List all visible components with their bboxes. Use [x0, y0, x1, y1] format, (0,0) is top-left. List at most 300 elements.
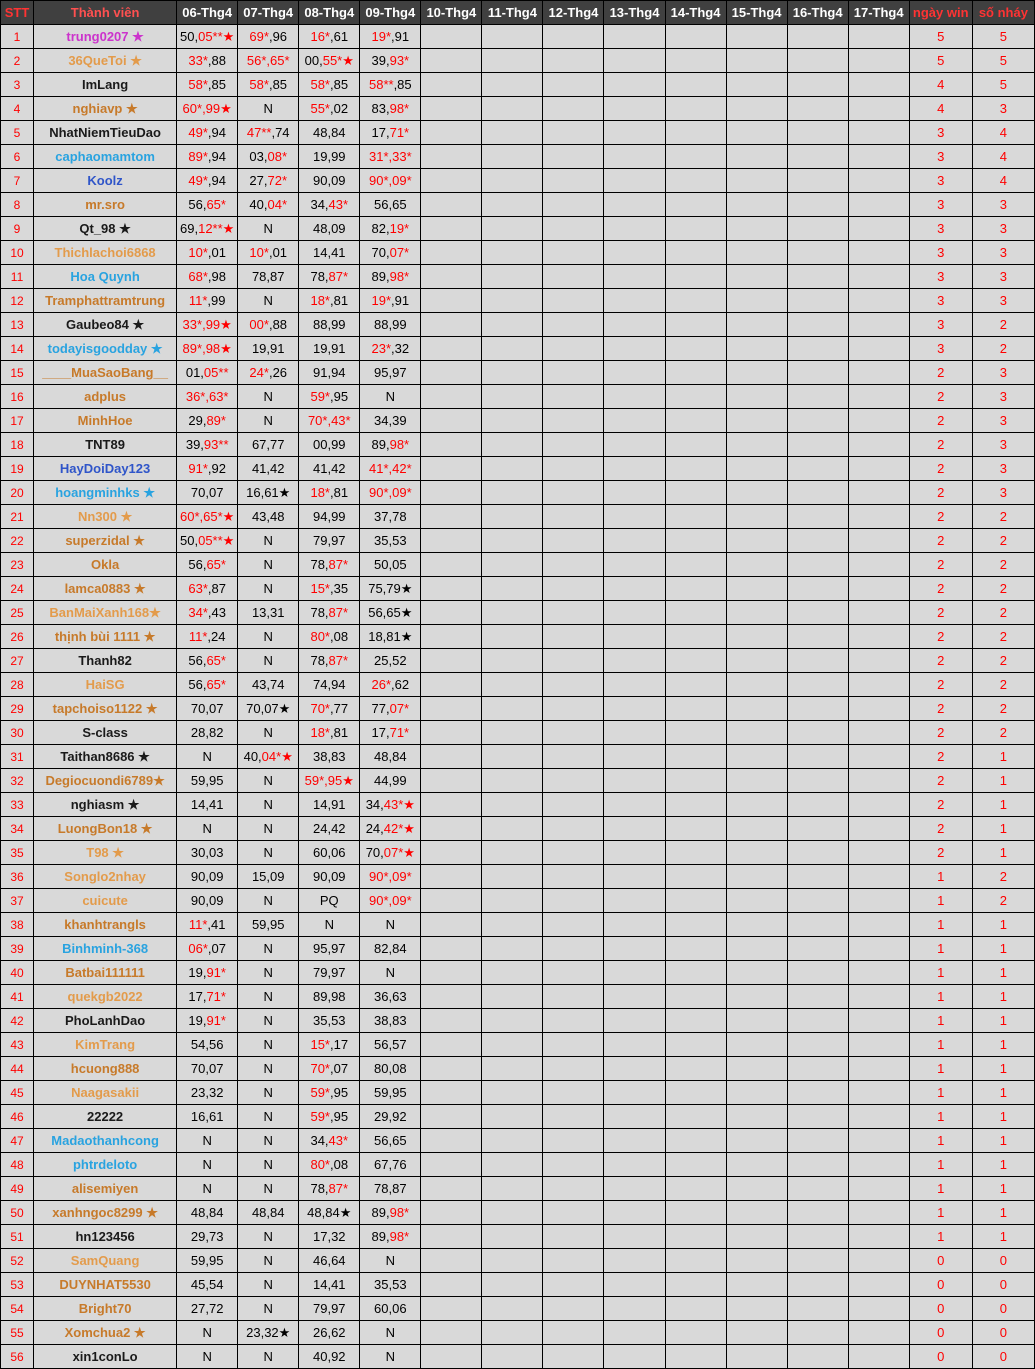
flash-count: 1 [972, 1105, 1034, 1129]
empty-day-cell [482, 505, 543, 529]
day-value-cell [360, 697, 421, 721]
empty-day-cell [421, 985, 482, 1009]
value-part: 89* [206, 413, 226, 428]
header-day: 15-Thg4 [726, 1, 787, 25]
day-value-cell [299, 841, 360, 865]
header-day: 16-Thg4 [787, 1, 848, 25]
empty-day-cell [604, 193, 665, 217]
table-row [1, 553, 1035, 577]
empty-day-cell [726, 673, 787, 697]
flash-count: 2 [972, 337, 1034, 361]
empty-day-cell [787, 505, 848, 529]
empty-day-cell [848, 1057, 909, 1081]
empty-day-cell [726, 289, 787, 313]
day-value-cell [360, 1201, 421, 1225]
value-part: 19, [188, 965, 207, 980]
empty-day-cell [665, 865, 726, 889]
value-part: 59,95 [190, 1253, 224, 1268]
empty-day-cell [421, 289, 482, 313]
empty-day-cell [421, 769, 482, 793]
table-row [1, 505, 1035, 529]
value-part: 49* [188, 125, 208, 140]
value-part: 34, [310, 197, 329, 212]
empty-day-cell [482, 913, 543, 937]
empty-day-cell [421, 481, 482, 505]
day-value-cell [177, 241, 238, 265]
flash-count: 1 [972, 1201, 1034, 1225]
value-part: 93** [203, 437, 229, 452]
empty-day-cell [787, 889, 848, 913]
empty-day-cell [604, 457, 665, 481]
win-days-count: 0 [909, 1345, 972, 1369]
empty-day-cell [604, 865, 665, 889]
empty-day-cell [787, 289, 848, 313]
value-part: ,07 [207, 941, 226, 956]
empty-day-cell [482, 25, 543, 49]
day-value-cell [299, 865, 360, 889]
day-value-cell [177, 1201, 238, 1225]
flash-count: 2 [972, 649, 1034, 673]
empty-day-cell [482, 217, 543, 241]
empty-day-cell [848, 817, 909, 841]
empty-day-cell [787, 1273, 848, 1297]
empty-day-cell [482, 1201, 543, 1225]
value-part: 56, [188, 677, 207, 692]
day-value-cell [360, 241, 421, 265]
flash-count: 5 [972, 25, 1034, 49]
empty-day-cell [848, 769, 909, 793]
value-part: 98* [389, 437, 410, 452]
empty-day-cell [482, 529, 543, 553]
empty-day-cell [665, 1033, 726, 1057]
empty-day-cell [421, 121, 482, 145]
value-part: 69, [180, 220, 199, 236]
value-part: 60,06 [374, 1301, 407, 1316]
value-part: ,35 [330, 581, 349, 596]
value-part: 65* [206, 197, 226, 212]
day-value-cell [238, 1321, 299, 1345]
empty-day-cell [787, 721, 848, 745]
empty-day-cell [665, 1273, 726, 1297]
empty-day-cell [787, 745, 848, 769]
empty-day-cell [604, 985, 665, 1009]
day-value-cell [238, 553, 299, 577]
day-value-cell [360, 985, 421, 1009]
value-part: 19, [188, 1013, 207, 1028]
empty-day-cell [726, 913, 787, 937]
value-part: 70,07 [190, 1061, 224, 1076]
empty-day-cell [665, 73, 726, 97]
empty-day-cell [848, 697, 909, 721]
empty-day-cell [665, 457, 726, 481]
empty-day-cell [665, 985, 726, 1009]
value-part: 18* [310, 485, 330, 500]
value-part: N [385, 1325, 396, 1340]
value-part: 89,98 [313, 989, 346, 1004]
day-value-cell [238, 1249, 299, 1273]
win-days-count: 1 [909, 1225, 972, 1249]
empty-day-cell [482, 1033, 543, 1057]
empty-day-cell [848, 553, 909, 577]
empty-day-cell [726, 793, 787, 817]
empty-day-cell [604, 217, 665, 241]
empty-day-cell [726, 601, 787, 625]
win-days-count: 1 [909, 865, 972, 889]
value-part: N [263, 1037, 273, 1052]
empty-day-cell [726, 865, 787, 889]
value-part: 54,56 [190, 1037, 224, 1052]
day-value-cell [360, 25, 421, 49]
empty-day-cell [848, 409, 909, 433]
empty-day-cell [665, 793, 726, 817]
win-days-count: 1 [909, 1033, 972, 1057]
empty-day-cell [848, 25, 909, 49]
empty-day-cell [726, 769, 787, 793]
empty-day-cell [665, 1081, 726, 1105]
value-part: 19,99 [313, 149, 346, 164]
value-part: 75,79★ [368, 580, 413, 596]
empty-day-cell [787, 529, 848, 553]
empty-day-cell [543, 649, 604, 673]
day-value-cell [177, 937, 238, 961]
member-name: ____MuaSaoBang__ [34, 361, 177, 385]
value-part: 90,09 [190, 869, 224, 884]
day-value-cell [299, 745, 360, 769]
empty-day-cell [543, 289, 604, 313]
value-part: 89, [371, 269, 390, 284]
row-number: 38 [1, 913, 34, 937]
value-part: 11* [188, 917, 208, 932]
table-row [1, 793, 1035, 817]
value-part: 19* [389, 221, 410, 236]
value-part: 56,57 [374, 1037, 407, 1052]
empty-day-cell [604, 337, 665, 361]
empty-day-cell [665, 25, 726, 49]
empty-day-cell [665, 193, 726, 217]
day-value-cell [177, 25, 238, 49]
flash-count: 3 [972, 361, 1034, 385]
empty-day-cell [543, 193, 604, 217]
empty-day-cell [665, 817, 726, 841]
flash-count: 2 [972, 889, 1034, 913]
row-number: 2 [1, 49, 34, 73]
day-value-cell [360, 505, 421, 529]
empty-day-cell [421, 217, 482, 241]
empty-day-cell [848, 505, 909, 529]
empty-day-cell [787, 121, 848, 145]
empty-day-cell [726, 553, 787, 577]
day-value-cell [238, 601, 299, 625]
day-value-cell [360, 865, 421, 889]
empty-day-cell [604, 841, 665, 865]
empty-day-cell [543, 97, 604, 121]
empty-day-cell [543, 865, 604, 889]
table-row [1, 961, 1035, 985]
win-days-count: 5 [909, 25, 972, 49]
day-value-cell [360, 337, 421, 361]
table-row [1, 865, 1035, 889]
member-name: mr.sro [34, 193, 177, 217]
empty-day-cell [604, 625, 665, 649]
day-value-cell [238, 265, 299, 289]
empty-day-cell [604, 889, 665, 913]
empty-day-cell [482, 457, 543, 481]
member-name: Tramphattramtrung [34, 289, 177, 313]
value-part: 70, [371, 245, 390, 260]
row-number: 6 [1, 145, 34, 169]
empty-day-cell [787, 1057, 848, 1081]
value-part: 70, [365, 844, 384, 860]
member-name: PhoLanhDao [34, 1009, 177, 1033]
value-part: 16* [310, 29, 330, 44]
day-value-cell [238, 841, 299, 865]
day-value-cell [177, 673, 238, 697]
empty-day-cell [787, 313, 848, 337]
row-number: 25 [1, 601, 34, 625]
day-value-cell [177, 841, 238, 865]
value-part: 56*,65* [246, 53, 290, 68]
empty-day-cell [421, 1201, 482, 1225]
day-value-cell [238, 313, 299, 337]
day-value-cell [360, 1081, 421, 1105]
value-part: N [202, 749, 212, 764]
day-value-cell [299, 1105, 360, 1129]
value-part: 83, [371, 101, 390, 116]
day-value-cell [299, 193, 360, 217]
empty-day-cell [604, 121, 665, 145]
day-value-cell [238, 793, 299, 817]
value-part: ,85 [268, 77, 288, 92]
win-days-count: 3 [909, 265, 972, 289]
empty-day-cell [665, 1225, 726, 1249]
empty-day-cell [543, 241, 604, 265]
day-value-cell [299, 1225, 360, 1249]
empty-day-cell [421, 577, 482, 601]
value-part: 10* [249, 245, 269, 260]
value-part: 26* [371, 677, 392, 692]
flash-count: 3 [972, 433, 1034, 457]
empty-day-cell [848, 481, 909, 505]
value-part: 65* [206, 557, 226, 572]
empty-day-cell [848, 361, 909, 385]
day-value-cell [177, 1321, 238, 1345]
value-part: N [385, 917, 396, 932]
win-days-count: 3 [909, 145, 972, 169]
empty-day-cell [421, 241, 482, 265]
value-part: 79,97 [313, 965, 346, 980]
win-days-count: 2 [909, 625, 972, 649]
win-days-count: 0 [909, 1249, 972, 1273]
value-part: ,08 [330, 1157, 349, 1172]
empty-day-cell [604, 769, 665, 793]
value-part: 19,91 [313, 341, 346, 356]
empty-day-cell [421, 337, 482, 361]
value-part: 17, [371, 725, 390, 740]
day-value-cell [177, 745, 238, 769]
table-row [1, 697, 1035, 721]
empty-day-cell [604, 145, 665, 169]
value-part: 59,95 [190, 773, 224, 788]
day-value-cell [299, 1297, 360, 1321]
flash-count: 3 [972, 265, 1034, 289]
empty-day-cell [421, 745, 482, 769]
flash-count: 2 [972, 865, 1034, 889]
member-name: LuongBon18 ★ [34, 817, 177, 841]
day-value-cell [238, 1177, 299, 1201]
empty-day-cell [848, 961, 909, 985]
table-row [1, 1345, 1035, 1369]
day-value-cell [238, 1297, 299, 1321]
flash-count: 0 [972, 1249, 1034, 1273]
value-part: 43* [328, 1133, 349, 1148]
value-part: N [263, 725, 273, 740]
empty-day-cell [482, 337, 543, 361]
value-part: ,96 [268, 29, 288, 44]
empty-day-cell [787, 241, 848, 265]
day-value-cell [238, 1201, 299, 1225]
day-value-cell [299, 1177, 360, 1201]
empty-day-cell [604, 961, 665, 985]
empty-day-cell [482, 433, 543, 457]
win-days-count: 4 [909, 73, 972, 97]
day-value-cell [177, 1009, 238, 1033]
value-part: N [263, 1229, 273, 1244]
day-value-cell [177, 145, 238, 169]
value-part: 58* [310, 77, 330, 92]
empty-day-cell [604, 25, 665, 49]
value-part: 08* [267, 149, 288, 164]
value-part: ,61 [330, 29, 349, 44]
value-part: N [263, 581, 273, 596]
value-part: 56,65★ [368, 604, 413, 620]
value-part: ,99★ [202, 316, 232, 332]
value-part: N [263, 1157, 273, 1172]
value-part: 15* [310, 581, 330, 596]
member-name: S-class [34, 721, 177, 745]
day-value-cell [299, 289, 360, 313]
value-part: 48,84 [190, 1205, 224, 1220]
value-part: 19* [371, 29, 392, 44]
value-part: 05**★ [198, 28, 235, 44]
day-value-cell [238, 121, 299, 145]
value-part: 79,97 [313, 1301, 346, 1316]
row-number: 24 [1, 577, 34, 601]
empty-day-cell [787, 1033, 848, 1057]
empty-day-cell [421, 25, 482, 49]
win-days-count: 1 [909, 961, 972, 985]
value-part: 46,64 [313, 1253, 346, 1268]
flash-count: 1 [972, 745, 1034, 769]
table-row [1, 625, 1035, 649]
win-days-count: 4 [909, 97, 972, 121]
empty-day-cell [421, 721, 482, 745]
value-part: 18* [310, 725, 330, 740]
empty-day-cell [421, 385, 482, 409]
day-value-cell [360, 169, 421, 193]
value-part: N [385, 389, 396, 404]
day-value-cell [299, 889, 360, 913]
day-value-cell [238, 73, 299, 97]
flash-count: 1 [972, 961, 1034, 985]
empty-day-cell [604, 817, 665, 841]
empty-day-cell [543, 577, 604, 601]
day-value-cell [238, 865, 299, 889]
table-row [1, 1153, 1035, 1177]
row-number: 21 [1, 505, 34, 529]
empty-day-cell [726, 385, 787, 409]
empty-day-cell [848, 529, 909, 553]
empty-day-cell [665, 169, 726, 193]
table-row [1, 1129, 1035, 1153]
empty-day-cell [848, 217, 909, 241]
value-part: 07* [389, 701, 410, 716]
empty-day-cell [482, 673, 543, 697]
empty-day-cell [726, 241, 787, 265]
empty-day-cell [421, 145, 482, 169]
day-value-cell [177, 817, 238, 841]
value-part: N [263, 1349, 273, 1364]
value-part: 41,42 [313, 461, 346, 476]
day-value-cell [299, 577, 360, 601]
win-days-count: 1 [909, 1081, 972, 1105]
value-part: 80,08 [374, 1061, 407, 1076]
empty-day-cell [787, 1201, 848, 1225]
empty-day-cell [665, 361, 726, 385]
day-value-cell [238, 337, 299, 361]
member-name: caphaomamtom [34, 145, 177, 169]
day-value-cell [238, 481, 299, 505]
day-value-cell [299, 985, 360, 1009]
value-part: 78,87 [251, 269, 285, 284]
empty-day-cell [665, 241, 726, 265]
value-part: N [263, 1061, 273, 1076]
empty-day-cell [421, 889, 482, 913]
flash-count: 2 [972, 721, 1034, 745]
member-name: MinhHoe [34, 409, 177, 433]
member-name: todayisgoodday ★ [34, 337, 177, 361]
empty-day-cell [848, 1273, 909, 1297]
value-part: 35,53 [374, 1277, 407, 1292]
header-row [1, 1, 1035, 25]
win-days-count: 2 [909, 433, 972, 457]
empty-day-cell [787, 1009, 848, 1033]
member-name: BanMaiXanh168★ [34, 601, 177, 625]
value-part: ,08 [330, 629, 349, 644]
value-part: 12**★ [198, 220, 235, 236]
day-value-cell [299, 601, 360, 625]
empty-day-cell [726, 1057, 787, 1081]
empty-day-cell [665, 1129, 726, 1153]
value-part: 37,78 [374, 509, 407, 524]
table-row [1, 1057, 1035, 1081]
day-value-cell [360, 577, 421, 601]
day-value-cell [299, 337, 360, 361]
value-part: 13,31 [251, 605, 285, 620]
value-part: 39, [371, 53, 390, 68]
empty-day-cell [604, 409, 665, 433]
value-part: 29, [188, 413, 207, 428]
member-name: ImLang [34, 73, 177, 97]
day-value-cell [238, 217, 299, 241]
value-part: 18* [310, 293, 330, 308]
day-value-cell [360, 433, 421, 457]
value-part: 88,99 [374, 317, 407, 332]
empty-day-cell [848, 1129, 909, 1153]
header-day: 12-Thg4 [543, 1, 604, 25]
value-part: N [385, 965, 396, 980]
header-day: 06-Thg4 [177, 1, 238, 25]
win-days-count: 2 [909, 649, 972, 673]
